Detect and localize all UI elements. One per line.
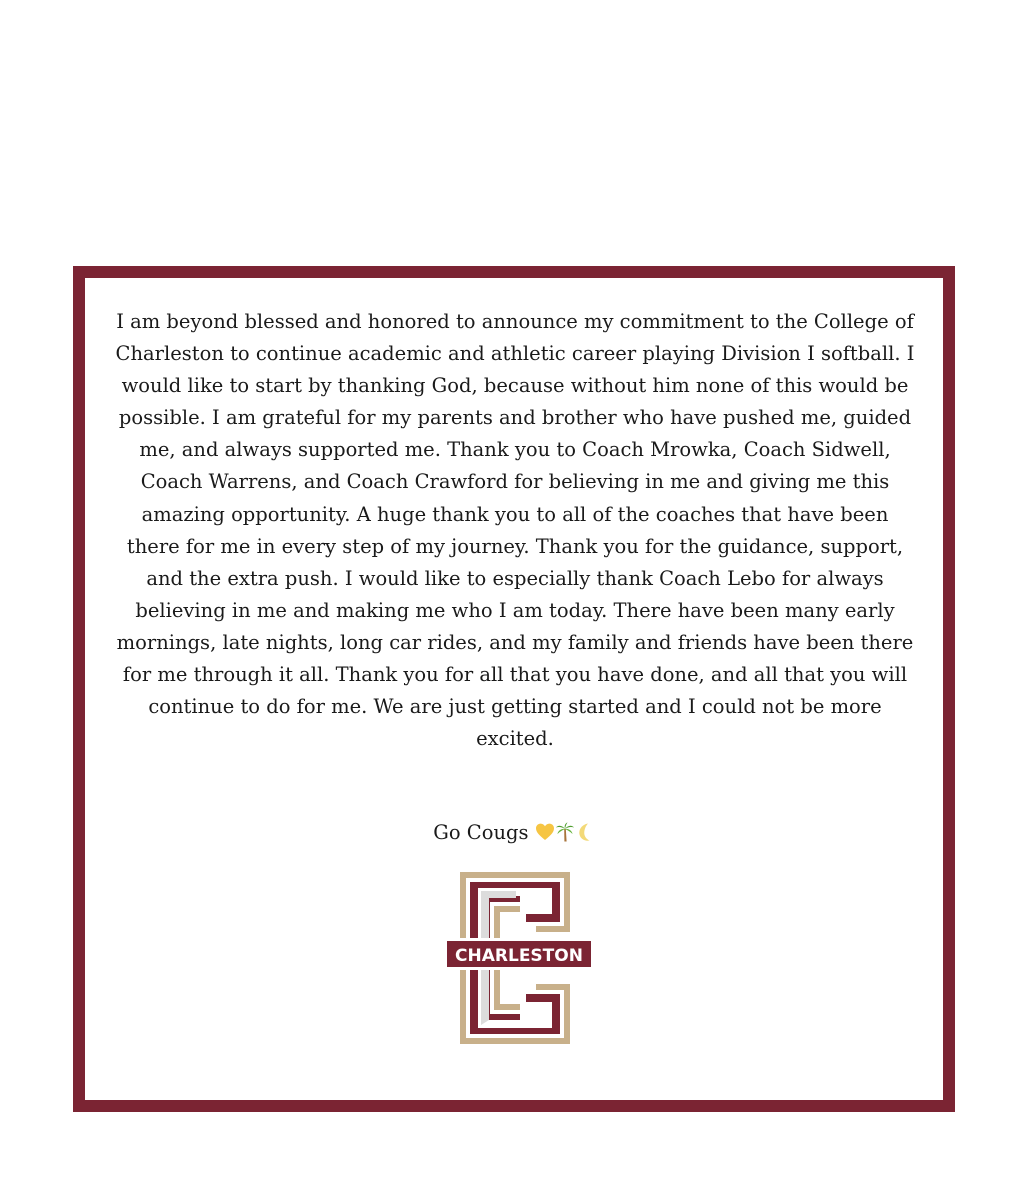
announcement-frame [73, 266, 955, 1112]
logo-wordmark: CHARLESTON [455, 946, 583, 966]
signoff-text: Go Cougs [433, 821, 529, 844]
college-of-charleston-c-logo [444, 870, 594, 1046]
yellow-heart-icon [535, 822, 555, 842]
signoff [85, 817, 943, 849]
commitment-letter: I am beyond blessed and honored to announce my commitment to the College of Charleston to continue academic and athletic career playing Division I softball. I would like to start by thanking God, because without him none of this would be possible. I am grateful for my parents and brother who have pushed me, guided me, and always supported me. Thank you to Coach Mrowka, Coach Sidwell, Coach Warrens, and Coach Crawford for believing in me and giving me this amazing opportunity. A huge thank you to all of the coaches that have been there for me in every step of my journey. Thank you for the guidance, support, and the extra push. I would like to especially thank Coach Lebo for always believing in me and making me who I am today. There have been many early mornings, late nights, long car rides, and my family and friends have been there for me through it all. Thank you for all that you have done, and all that you will continue to do for me. We are just getting started and I could not be more excited. [115, 310, 915, 751]
charleston-logo [444, 870, 594, 1046]
crescent-moon-icon [575, 822, 595, 842]
palm-tree-icon [555, 822, 575, 842]
